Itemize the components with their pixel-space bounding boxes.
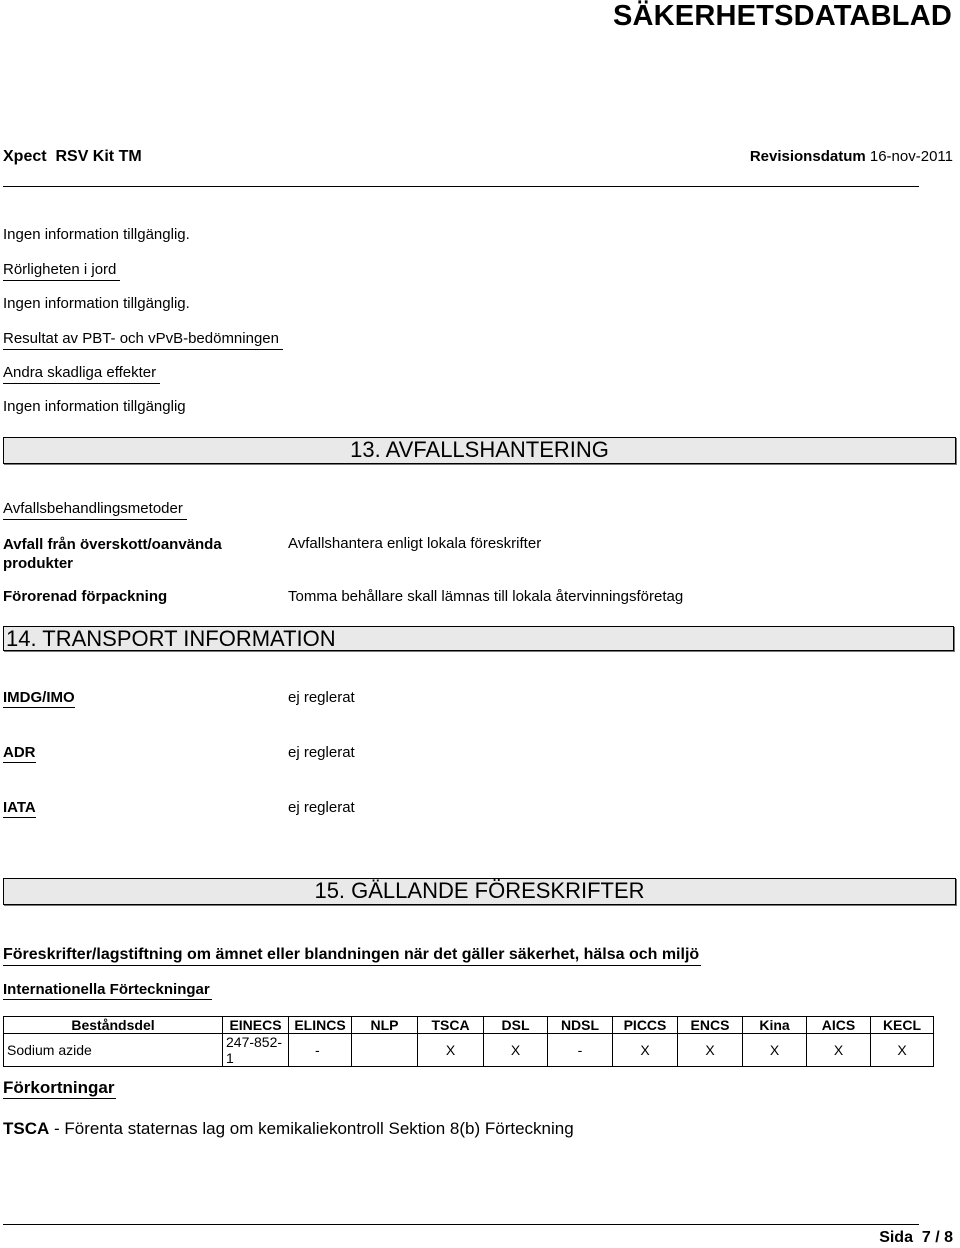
- transport-label-adr: ADR: [3, 744, 36, 761]
- disposal-methods-heading: Avfallsbehandlingsmetoder: [3, 500, 187, 520]
- waste-value: Avfallshantera enligt lokala föreskrifter: [288, 535, 542, 552]
- abbreviation-entry: [3, 1119, 574, 1139]
- product-name: Xpect RSV Kit TM: [3, 148, 142, 165]
- col-header: Kina: [743, 1017, 807, 1034]
- page-number: Sida 7 / 8: [879, 1229, 953, 1246]
- col-header: ENCS: [678, 1017, 743, 1034]
- mobility-heading: Rörligheten i jord: [3, 261, 120, 281]
- col-header: AICS: [807, 1017, 871, 1034]
- col-header: Beståndsdel: [4, 1017, 223, 1034]
- col-header: TSCA: [418, 1017, 484, 1034]
- table-header-row: [4, 1017, 934, 1034]
- section-13-title: 13. AVFALLSHANTERING: [350, 437, 609, 462]
- table-cell: -: [548, 1034, 613, 1067]
- info-text: Ingen information tillgänglig: [3, 398, 186, 415]
- section-14-title: 14. TRANSPORT INFORMATION: [6, 626, 336, 651]
- transport-value-iata: ej reglerat: [288, 799, 355, 816]
- table-cell: X: [807, 1034, 871, 1067]
- inventory-table: [3, 1016, 934, 1067]
- revision-label: Revisionsdatum: [749, 148, 866, 165]
- table-cell: X: [678, 1034, 743, 1067]
- other-effects-heading: Andra skadliga effekter: [3, 364, 160, 384]
- info-text: Ingen information tillgänglig.: [3, 295, 190, 312]
- abbreviations-heading: Förkortningar: [3, 1078, 115, 1097]
- inventories-heading: Internationella Förteckningar: [3, 981, 210, 998]
- document-title: SÄKERHETSDATABLAD: [612, 0, 952, 32]
- abbreviation-key: TSCA: [3, 1119, 50, 1138]
- section-15-title: 15. GÄLLANDE FÖRESKRIFTER: [314, 878, 645, 903]
- transport-label-imdg: IMDG/IMO: [3, 689, 75, 706]
- table-cell: -: [289, 1034, 352, 1067]
- table-cell: X: [613, 1034, 678, 1067]
- transport-label-iata: IATA: [3, 799, 36, 816]
- section-13-header: [3, 437, 956, 464]
- col-header: ELINCS: [289, 1017, 352, 1034]
- revision-date: 16-nov-2011: [869, 148, 953, 165]
- packaging-label: Förorenad förpackning: [3, 588, 168, 605]
- packaging-value: Tomma behållare skall lämnas till lokala återvinningsföretag: [288, 588, 684, 605]
- table-cell: Sodium azide: [4, 1034, 223, 1067]
- table-cell: X: [418, 1034, 484, 1067]
- transport-value-adr: ej reglerat: [288, 744, 355, 761]
- col-header: NLP: [352, 1017, 418, 1034]
- table-cell: X: [743, 1034, 807, 1067]
- section-14-header: [3, 626, 954, 651]
- table-cell: [352, 1034, 418, 1067]
- info-text: Ingen information tillgänglig.: [3, 226, 190, 243]
- header-divider: [3, 186, 919, 187]
- table-cell: 247-852-1: [223, 1034, 289, 1067]
- table-row: [4, 1034, 934, 1067]
- col-header: NDSL: [548, 1017, 613, 1034]
- transport-value-imdg: ej reglerat: [288, 689, 355, 706]
- col-header: EINECS: [223, 1017, 289, 1034]
- section-15-header: [3, 878, 956, 905]
- regulations-heading: Föreskrifter/lagstiftning om ämnet eller blandningen när det gäller säkerhet, hälsa och miljö: [3, 946, 701, 966]
- footer-divider: [3, 1224, 919, 1225]
- table-cell: X: [484, 1034, 548, 1067]
- revision-info: [750, 148, 953, 165]
- table-cell: X: [871, 1034, 934, 1067]
- col-header: PICCS: [613, 1017, 678, 1034]
- waste-label: Avfall från överskott/oanvända produkter: [3, 536, 222, 572]
- col-header: DSL: [484, 1017, 548, 1034]
- col-header: KECL: [871, 1017, 934, 1034]
- abbreviation-text: - Förenta staternas lag om kemikaliekontroll Sektion 8(b) Förteckning: [49, 1119, 574, 1138]
- pbt-heading: Resultat av PBT- och vPvB-bedömningen: [3, 330, 283, 350]
